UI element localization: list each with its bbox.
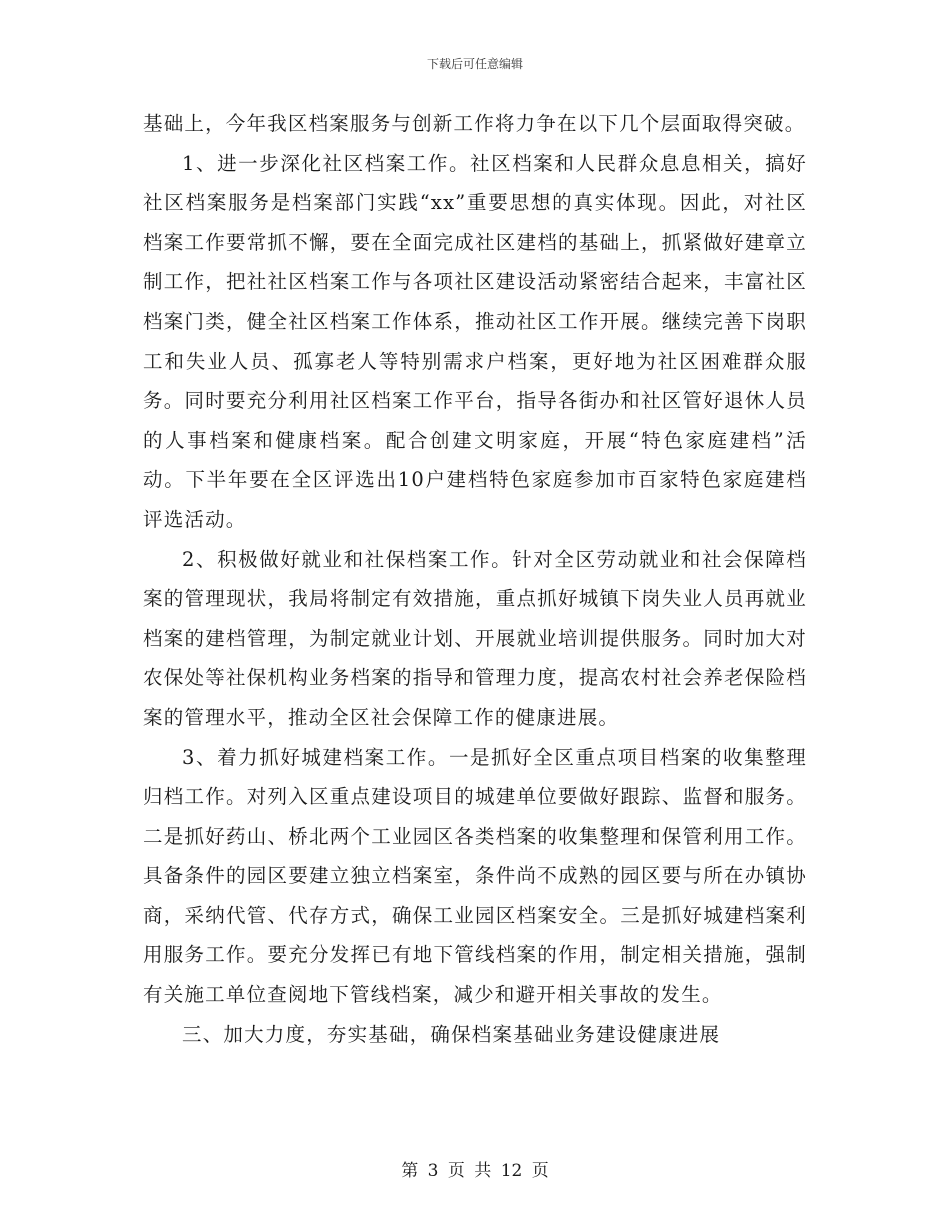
paragraph-continuation: 基础上，今年我区档案服务与创新工作将力争在以下几个层面取得突破。 [143,112,806,135]
section-heading: 三、加大力度，夯实基础，确保档案基础业务建设健康进展 [182,1022,721,1046]
page-number: 第 3 页 共 12 页 [401,1161,549,1181]
paragraph-employment-archives: 2、积极做好就业和社保档案工作。针对全区劳动就业和社会保障档案的管理现状，我局将制定有效措施，重点抓好城镇下岗失业人员再就业档案的建档管理，为制定就业计划、开展就业培训提供服务。同时加大对农保处等社保机构业务档案的指导和管理力度，提高农村社会养老保险档案的管理水平，推动全区社会保障工作的健康进展。 [143,547,807,729]
paragraph-urban-construction-archives: 3、着力抓好城建档案工作。一是抓好全区重点项目档案的收集整理归档工作。对列入区重点建设项目的城建单位要做好跟踪、监督和服务。二是抓好药山、桥北两个工业园区各类档案的收集整理和保管利用工作。具备条件的园区要建立独立档案室，条件尚不成熟的园区要与所在办镇协商，采纳代管、代存方式，确保工业园区档案安全。三是抓好城建档案利用服务工作。要充分发挥已有地下管线档案的作用，制定相关措施，强制有关施工单位查阅地下管线档案，减少和避开相关事故的发生。 [143,745,807,1007]
paragraph-community-archives: 1、进一步深化社区档案工作。社区档案和人民群众息息相关，搞好社区档案服务是档案部门实践“xx”重要思想的真实体现。因此，对社区档案工作要常抓不懈，要在全面完成社区建档的基础上，抓紧做好建章立制工作，把社社区档案工作与各项社区建设活动紧密结合起来，丰富社区档案门类，健全社区档案工作体系，推动社区工作开展。继续完善下岗职工和失业人员、孤寡老人等特别需求户档案，更好地为社区困难群众服务。同时要充分利用社区档案工作平台，指导各街办和社区管好退休人员的人事档案和健康档案。配合创建文明家庭，开展“特色家庭建档”活动。下半年要在全区评选出10户建档特色家庭参加市百家特色家庭建档评选活动。 [143,151,807,531]
document-body [143,104,807,1054]
page-header: 下载后可任意编辑 [426,57,523,71]
